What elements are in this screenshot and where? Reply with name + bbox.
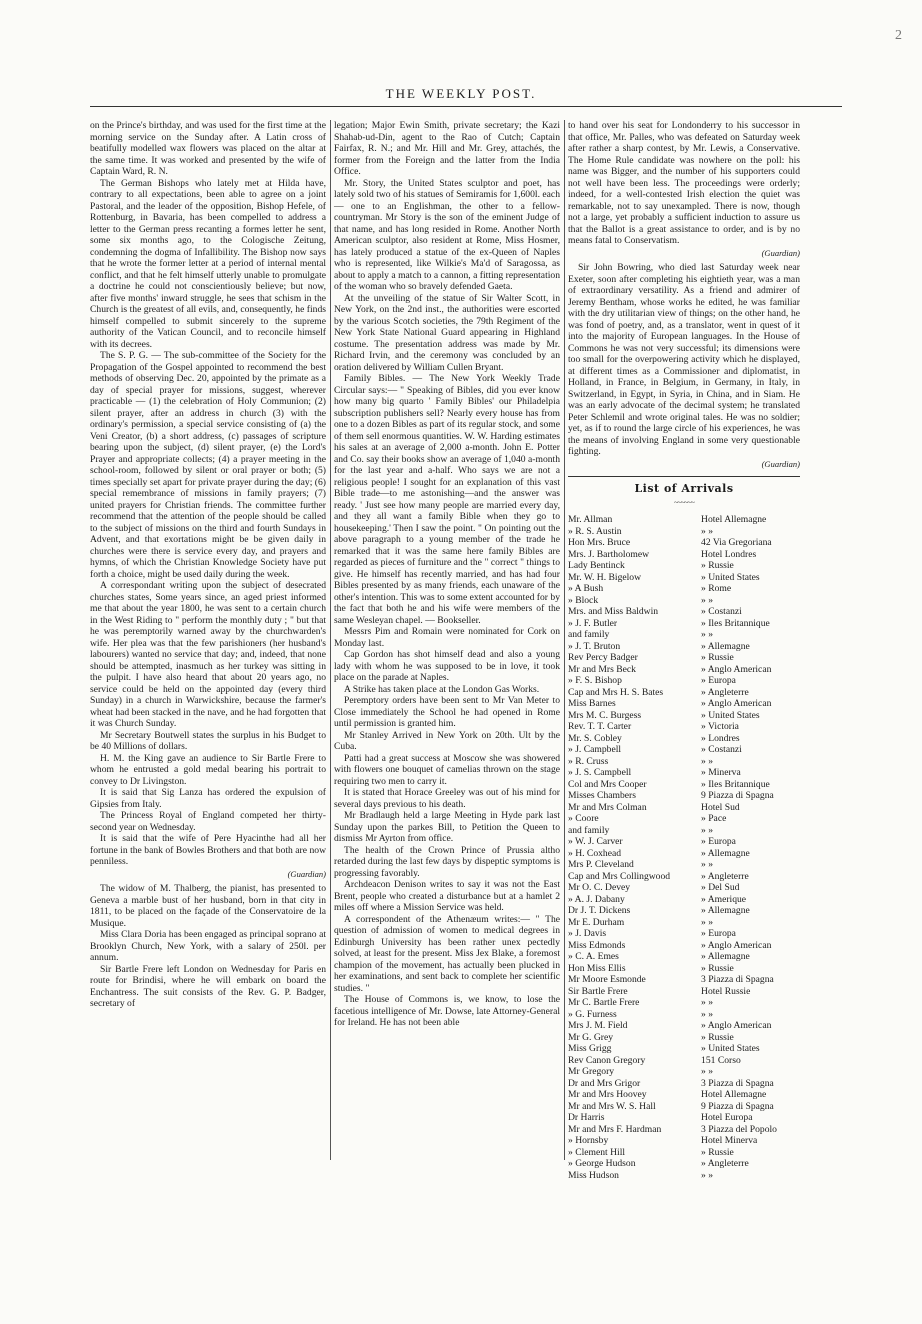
article-paragraph: It is said that Sig Lanza has ordered the expulsion of Gipsies from Italy. xyxy=(90,787,326,810)
page-number: 2 xyxy=(895,28,902,43)
article-paragraph: The House of Commons is, we know, to lose the facetious intelligence of Mr. Dowse, late Attorney-General for Ireland. He has not been able xyxy=(334,994,560,1028)
arrival-row xyxy=(568,1170,800,1182)
arrival-row xyxy=(568,744,800,756)
article-paragraph: Sir John Bowring, who died last Saturday week near Exeter, soon after completing his eightieth year, was a man of extraordinary versatility. As a friend and admirer of Jeremy Bentham, whose works he edited, he was familiar with the dry utilitarian view of things; on the other hand, he was fond of poetry, and, as a translator, went in quest of it into the majority of European languages. In the House of Commons he was not very successful; its dimensions were too small for the overpowering activity which he displayed, at different times as a Commissioner and diplomatist, in Holland, in France, in Belgium, in Germany, in Italy, in Switzerland, in Egypt, in Syria, in China, and in Siam. He was an early advocate of the decimal system; he translated Peter Schlemil and wrote original tales. He was no soldier; yet, as if to round the large circle of his experiences, he was the means of involving England in some very questionable fighting. xyxy=(568,262,800,457)
arrival-name: Mr. S. Cobley xyxy=(568,732,622,744)
arrival-hotel: » Russie xyxy=(701,1031,734,1043)
arrival-hotel: 9 Piazza di Spagna xyxy=(701,1100,774,1112)
arrival-name: Mr and Mrs Colman xyxy=(568,801,647,813)
arrival-row xyxy=(568,882,800,894)
arrival-row xyxy=(568,560,800,572)
arrival-name: » A. J. Dabany xyxy=(568,893,625,905)
arrival-row xyxy=(568,986,800,998)
article-paragraph: Mr Stanley Arrived in New York on 20th. Ult by the Cuba. xyxy=(334,729,560,752)
arrival-hotel: 3 Piazza di Spagna xyxy=(701,974,774,985)
article-paragraph: Patti had a great success at Moscow she was showered with flowers one bouquet of camelias thrown on the stage requiring two men to carry it. xyxy=(334,752,560,787)
arrival-hotel: » Russie xyxy=(701,1146,734,1158)
arrival-hotel: » Allemagne xyxy=(701,640,750,652)
arrival-name: Misses Chambers xyxy=(568,790,636,801)
arrival-hotel: » Pace xyxy=(701,813,727,824)
article-paragraph: The widow of M. Thalberg, the pianist, has presented to Geneva a marble bust of her husband, born in that city in 1811, to be placed on the façade of the Conservatoire de la Musique. xyxy=(90,883,326,929)
article-paragraph: Mr Secretary Boutwell states the surplus in his Budget to be 40 Millions of dollars. xyxy=(90,729,326,752)
arrival-row xyxy=(568,905,800,917)
arrival-name: » Clement Hill xyxy=(568,1146,626,1158)
article-paragraph: legation; Major Ewin Smith, private secretary; the Kazi Shahab-ud-Din, agent to the Rao of Cutch; Captain Fairfax, R. N.; and Mr. Hill and Mr. Grey, attachés, the former from the Foreign and the latter from the India Office. xyxy=(334,120,560,177)
arrival-hotel: » » xyxy=(701,824,714,836)
arrival-hotel: » Russie xyxy=(701,560,734,571)
article-paragraph: Mr. Story, the United States sculptor and poet, has lately sold two of his statues of Semiramis for 1,600l. each — one to an Englishman, the other to a fellow-countryman. Mr Story is the son of the eminent Judge of that name, and has long resided in Rome. Another North American sculptor, also resident at Rome, Miss Hosmer, has lately produced a statue of the ex-Queen of Naples who is represented, like Wilkie's Ma'd of Saragossa, as about to apply a match to a cannon, a fitting representation of the woman who so bravely defended Gaeta. xyxy=(334,177,560,292)
arrival-row xyxy=(568,1078,800,1090)
arrival-name: Mr and Mrs Beck xyxy=(568,663,636,675)
arrival-name: Rev. T. T. Carter xyxy=(568,721,632,732)
arrival-name: » W. J. Carver xyxy=(568,836,623,847)
arrival-name: Mrs P. Cleveland xyxy=(568,859,634,870)
article-paragraph: At the unveiling of the statue of Sir Walter Scott, in New York, on the 2nd inst., the authorities were escorted by the various Scotch societies, the 79th Regiment of the New York State National Guard appearing in Highland costume. The presentation address was made by Mr. Richard Irvin, and the ceremony was concluded by an oration delivered by William Cullen Bryant. xyxy=(334,292,560,373)
arrival-hotel: » Anglo American xyxy=(701,698,772,709)
arrival-row xyxy=(568,1032,800,1044)
arrival-name: Dr J. T. Dickens xyxy=(568,905,631,916)
article-paragraph: Miss Clara Doria has been engaged as principal soprano at Brooklyn Church, New York, with a salary of 250l. per annum. xyxy=(90,929,326,963)
arrival-name: » J. T. Bruton xyxy=(568,640,621,652)
arrival-row xyxy=(568,537,800,549)
arrival-name: Dr and Mrs Grigor xyxy=(568,1077,641,1089)
arrival-row xyxy=(568,733,800,745)
article-paragraph: Mr Bradlaugh held a large Meeting in Hyde park last Sunday upon the parkes Bill, to Petition the Queen to dismiss Mr Ayrton from office. xyxy=(334,810,560,844)
arrival-row xyxy=(568,629,800,641)
arrivals-ornament: ~~~~~~ xyxy=(674,497,694,507)
arrival-name: Mrs M. C. Burgess xyxy=(568,709,642,721)
arrival-row xyxy=(568,687,800,699)
arrival-name: » R. Cruss xyxy=(568,755,609,767)
arrival-name: Miss Edmonds xyxy=(568,939,626,951)
arrival-row xyxy=(568,675,800,687)
arrival-name: » Coore xyxy=(568,813,599,824)
arrival-hotel: Hotel Europa xyxy=(701,1112,753,1123)
arrival-hotel: » » xyxy=(701,755,714,767)
arrival-name: » George Hudson xyxy=(568,1158,636,1169)
arrival-row xyxy=(568,894,800,906)
arrival-hotel: » Angleterre xyxy=(701,870,749,882)
arrival-name: Lady Bentinck xyxy=(568,560,625,571)
arrival-row xyxy=(568,940,800,952)
arrival-name: » J. Campbell xyxy=(568,744,622,755)
arrival-hotel: » Iles Britannique xyxy=(701,778,770,790)
arrival-name: Cap and Mrs H. S. Bates xyxy=(568,686,664,698)
source-credit: (Guardian) xyxy=(761,458,800,469)
column-2 xyxy=(334,120,560,1029)
arrival-hotel: » Allemagne xyxy=(701,951,750,962)
arrival-name: Miss Barnes xyxy=(568,698,616,709)
arrival-name: » J. S. Campbell xyxy=(568,767,632,778)
arrival-hotel: » United States xyxy=(701,571,760,583)
source-credit: (Guardian) xyxy=(287,868,326,879)
arrival-row xyxy=(568,848,800,860)
arrival-hotel: » » xyxy=(701,1169,714,1181)
arrival-row xyxy=(568,871,800,883)
arrival-hotel: » Iles Britannique xyxy=(701,617,770,629)
arrival-hotel: » Del Sud xyxy=(701,882,740,893)
arrival-name: Mr C. Bartle Frere xyxy=(568,997,640,1008)
arrival-hotel: Hotel Russie xyxy=(701,985,751,997)
arrival-row xyxy=(568,1124,800,1136)
arrival-name: Cap and Mrs Collingwood xyxy=(568,870,671,882)
arrival-row xyxy=(568,790,800,802)
arrival-hotel: » Amerique xyxy=(701,893,747,905)
arrival-hotel: » Russie xyxy=(701,962,734,974)
arrival-name: Col and Mrs Cooper xyxy=(568,778,647,790)
article-paragraph: on the Prince's birthday, and was used for the first time at the morning service on the Sunday after. A Latin cross of beatifully modelled wax flowers was placed on the altar at the same time. It was worked and presented by the wife of Captain Ward, R. N. xyxy=(90,120,326,177)
arrival-name: and family xyxy=(568,629,610,640)
arrival-row xyxy=(568,1066,800,1078)
article-paragraph: Peremptory orders have been sent to Mr Van Meter to Close immediately the School he had opened in Rome until permission is granted him. xyxy=(334,695,560,729)
arrival-row xyxy=(568,572,800,584)
arrival-name: » J. Davis xyxy=(568,928,607,939)
arrival-name: Mrs. J. Bartholomew xyxy=(568,548,650,560)
arrival-row xyxy=(568,1089,800,1101)
arrival-hotel: » Allemagne xyxy=(701,905,750,916)
arrival-row xyxy=(568,514,800,526)
arrival-hotel: » Allemagne xyxy=(701,847,750,859)
arrival-row xyxy=(568,618,800,630)
arrival-row xyxy=(568,652,800,664)
arrival-name: Mr and Mrs Hoovey xyxy=(568,1089,647,1100)
arrival-row xyxy=(568,974,800,986)
article-paragraph: The S. P. G. — The sub-committee of the Society for the Propagation of the Gospel appointed to recommend the best methods of observing Dec. 20, appointed by the primate as a day of special prayer for missions, suggest, wherever practicable — (1) the celebration of Holy Communion; (2) silent prayer, after an address in church (3) with the ordinary's permission, a special service consisting of (a) the Veni Creator, (b) a short address, (c) passages of scripture bearing upon the subject, (d) silent prayer, (e) the Lord's Prayer and appropriate collects; (4) a prayer meeting in the school-room, followed by silent or oral prayer or both; (5) times specially set apart for private prayer during the day; (6) special remembrance of missions in family prayers; (7) united prayers for Christian friends. The committee further recommend that the attention of the people should be called to the subject of missions on the third and fourth Sundays in Advent, and that exortations might be be given daily in churches were there is service every day, and prayers and hymns, of which the Christian Knowledge Society have put forth a choice, might be used daily during the week. xyxy=(90,350,326,580)
arrival-name: » G. Furness xyxy=(568,1008,617,1020)
arrivals-rule xyxy=(568,476,800,477)
arrival-name: Hon Miss Ellis xyxy=(568,962,626,974)
article-paragraph: Sir Bartle Frere left London on Wednesday for Paris en route for Brindisi, where he will embark on board the Enchantress. The suit consists of the Rev. G. P. Badger, secretary of xyxy=(90,963,326,1009)
arrival-hotel: » » xyxy=(701,997,714,1008)
arrival-row xyxy=(568,664,800,676)
column-divider xyxy=(330,120,331,1160)
arrival-row xyxy=(568,928,800,940)
arrival-name: Mrs J. M. Field xyxy=(568,1020,628,1031)
article-paragraph: It is said that the wife of Pere Hyacinthe had all her fortune in the bank of Bowles Brothers and that both are now penniless. xyxy=(90,833,326,867)
arrival-hotel: » » xyxy=(701,1066,714,1077)
arrival-name: Mrs. and Miss Baldwin xyxy=(568,606,659,617)
arrival-name: Hon Mrs. Bruce xyxy=(568,537,631,548)
arrival-name: Mr. Allman xyxy=(568,514,613,525)
arrival-hotel: » Costanzi xyxy=(701,744,742,755)
arrival-row xyxy=(568,1147,800,1159)
article-paragraph: Cap Gordon has shot himself dead and also a young lady with whom he was supposed to be in love, it took place on the parade at Naples. xyxy=(334,649,560,683)
arrival-name: Miss Grigg xyxy=(568,1043,612,1054)
article-paragraph: H. M. the King gave an audience to Sir Bartle Frere to whom he entrusted a gold medal bearing his portrait to convey to Dr Livingston. xyxy=(90,752,326,787)
article-paragraph: A correspondant writing upon the subject of desecrated churches states, Some years since, an aged priest informed me that about the year 1800, he was sent to a certain church in the West Riding to " perform the monthly duty ; " but that he was peremptorily warned away by the churchwarden's wife. Her plea was that the few parishioners (her husband's labourers) wanted no service that day; and, indeed, that none should be attempted, inasmuch as her turkey was sitting in the pulpit. I have also heard that about 20 years ago, no service could be held on the appointed day (every third Sunday) in a church in Warwickshire, because the farmer's wheat had been stacked in the nave, and he had forgotten that it was Church Sunday. xyxy=(90,580,326,729)
arrival-hotel: » Europa xyxy=(701,675,736,686)
arrival-hotel: » United States xyxy=(701,1043,760,1054)
arrival-row xyxy=(568,963,800,975)
arrival-row xyxy=(568,836,800,848)
arrival-hotel: 3 Piazza del Popolo xyxy=(701,1123,777,1135)
arrival-name: Mr and Mrs W. S. Hall xyxy=(568,1100,656,1112)
arrival-row xyxy=(568,813,800,825)
arrival-name: » C. A. Emes xyxy=(568,951,619,962)
arrival-hotel: » Costanzi xyxy=(701,606,742,617)
arrival-name: Dr Harris xyxy=(568,1112,605,1123)
article-paragraph: Family Bibles. — The New York Weekly Trade Circular says:— " Speaking of Bibles, did you ever know how many big quarto ' Family Bibles' our Philadelpia subscription publishers sell? Nearly every house has from one to a dozen Bibles as part of its regular stock, and some of them sell enormous quantities. W. W. Harding estimates his sales at an average of 2,000 a-month. John E. Potter and Co. say their books show an average of 1,040 a-month for the last year and a-half. Who says we are not a religious people! I sought for an explanation of this vast Bible trade—to me astonishing—and the answer was ready. ' Just see how many people are married every day, and they all want a family Bible when they go to housekeeping.' Then I saw the point. " On pointing out the above paragraph to a young member of the trade he remarked that it was the same here family Bibles are regarded as pieces of furniture and the " correct " things to give. He himself has recently married, and has had four Bibles presented by as many friends, each unaware of the other's intention. This was to some extent accounted for by the fact that both he and his wife were members of the same Wesleyan chapel. — Bookseller. xyxy=(334,373,560,626)
arrival-row xyxy=(568,641,800,653)
arrival-name: Mr E. Durham xyxy=(568,916,625,928)
arrival-name: » Block xyxy=(568,594,599,606)
arrival-hotel: » » xyxy=(701,916,714,928)
arrival-row xyxy=(568,1043,800,1055)
arrival-hotel: » Russie xyxy=(701,652,734,663)
arrival-hotel: » Angleterre xyxy=(701,686,749,698)
arrival-name: » J. F. Butler xyxy=(568,617,618,629)
arrival-hotel: » Minerva xyxy=(701,767,741,778)
column-3 xyxy=(568,120,800,1181)
arrival-hotel: 151 Corso xyxy=(701,1054,741,1066)
arrival-name: Mr Moore Esmonde xyxy=(568,974,646,985)
arrival-hotel: Hotel Sud xyxy=(701,801,740,813)
arrival-name: Miss Hudson xyxy=(568,1169,619,1181)
arrival-row xyxy=(568,825,800,837)
arrival-name: and family xyxy=(568,824,610,836)
arrivals-table xyxy=(568,514,800,1181)
arrival-row xyxy=(568,1055,800,1067)
article-paragraph: Messrs Pim and Romain were nominated for Cork on Monday last. xyxy=(334,626,560,649)
arrival-hotel: Hotel Londres xyxy=(701,548,757,560)
arrival-name: » A Bush xyxy=(568,583,604,594)
arrival-hotel: » Anglo American xyxy=(701,939,772,951)
header-rule xyxy=(90,106,842,107)
column-divider xyxy=(564,120,565,1160)
arrival-name: Mr Gregory xyxy=(568,1066,615,1077)
arrival-row xyxy=(568,698,800,710)
arrival-name: » F. S. Bishop xyxy=(568,675,622,686)
arrival-row xyxy=(568,1009,800,1021)
arrival-hotel: 3 Piazza di Spagna xyxy=(701,1077,774,1089)
arrival-hotel: » » xyxy=(701,525,714,537)
arrival-row xyxy=(568,1101,800,1113)
article-paragraph: The health of the Crown Prince of Prussia altho retarded during the last few days by dispeptic symptoms is progressing favorably. xyxy=(334,844,560,879)
arrival-name: Rev Canon Gregory xyxy=(568,1054,646,1066)
arrival-hotel: » Londres xyxy=(701,732,740,744)
arrival-name: » Hornsby xyxy=(568,1135,609,1146)
arrivals-title: List of Arrivals xyxy=(634,482,734,495)
article-paragraph: A correspondent of the Athenæum writes:— " The question of admission of women to medical degrees in Edinburgh University has been rather unex pectedly solved, at least for the present. Miss Jex Blake, a foremost champion of the movement, has actually been plucked in her examinations, and sent back to complete her scientific studies. " xyxy=(334,913,560,994)
arrival-name: Rev Percy Badger xyxy=(568,652,638,663)
arrival-row xyxy=(568,917,800,929)
arrival-name: Mr O. C. Devey xyxy=(568,882,631,893)
arrival-row xyxy=(568,606,800,618)
article-paragraph: A Strike has taken place at the London Gas Works. xyxy=(344,683,540,695)
arrival-name: Mr. W. H. Bigelow xyxy=(568,571,642,583)
column-1 xyxy=(90,120,326,1010)
arrival-row xyxy=(568,767,800,779)
masthead: THE WEEKLY POST. xyxy=(385,86,537,101)
article-paragraph: The German Bishops who lately met at Hilda have, contrary to all expectations, been able to agree on a joint Pastoral, and the leader of the opposition, Bishop Hefele, of Rottenburg, in Bavaria, has been compelled to address a letter to the German press recanting a formes letter he sent, some six months ago, to the Cologische Zeitung, condemning the dogma of Infallibility. The Bishop now says that he wrote the former letter at a period of internal mental conflict, and that he felt himself utterly unable to promulgate a doctrine he could not conscientiously believe; but now, after five months' inward struggle, he sees that schism in the Church is the greatest of all evils, and, consequently, he finds himself compelled to submit sincerely to the supreme authority of the Vatican Council, and to reconcile himself with its decrees. xyxy=(90,177,326,350)
arrival-row xyxy=(568,595,800,607)
arrival-row xyxy=(568,721,800,733)
arrival-hotel: » Anglo American xyxy=(701,663,772,675)
arrival-row xyxy=(568,710,800,722)
article-paragraph: Archdeacon Denison writes to say it was not the East Brent, people who created a disturbance but at a hamlet 2 miles off where a Mission Service was held. xyxy=(334,879,560,913)
arrival-row xyxy=(568,779,800,791)
arrival-hotel: 9 Piazza di Spagna xyxy=(701,790,774,801)
arrival-row xyxy=(568,583,800,595)
arrival-hotel: » » xyxy=(701,1008,714,1020)
arrival-hotel: 42 Via Gregoriana xyxy=(701,537,772,548)
arrival-hotel: » Europa xyxy=(701,836,736,847)
arrival-hotel: » Europa xyxy=(701,928,736,939)
arrival-row xyxy=(568,526,800,538)
arrival-row xyxy=(568,1112,800,1124)
article-paragraph: The Princess Royal of England competed her thirty-second year on Wednesday. xyxy=(90,810,326,833)
arrival-hotel: Hotel Minerva xyxy=(701,1135,758,1146)
column-3-articles xyxy=(568,120,800,470)
arrival-hotel: » United States xyxy=(701,709,760,721)
arrival-hotel: » Angleterre xyxy=(701,1158,749,1169)
arrival-hotel: » » xyxy=(701,859,714,870)
arrival-row xyxy=(568,802,800,814)
arrival-name: Sir Bartle Frere xyxy=(568,985,628,997)
arrival-hotel: » Rome xyxy=(701,583,732,594)
arrival-hotel: » » xyxy=(701,629,714,640)
arrival-row xyxy=(568,859,800,871)
arrival-row xyxy=(568,549,800,561)
arrival-name: Mr G. Grey xyxy=(568,1031,614,1043)
arrival-hotel: » » xyxy=(701,594,714,606)
arrival-row xyxy=(568,1020,800,1032)
arrival-row xyxy=(568,1135,800,1147)
arrival-hotel: » Victoria xyxy=(701,721,739,732)
arrival-hotel: Hotel Allemagne xyxy=(701,514,767,525)
arrival-row xyxy=(568,997,800,1009)
source-credit: (Guardian) xyxy=(761,247,800,258)
arrival-name: » H. Coxhead xyxy=(568,847,622,859)
arrival-row xyxy=(568,951,800,963)
arrival-row xyxy=(568,756,800,768)
arrival-name: Mr and Mrs F. Hardman xyxy=(568,1123,662,1135)
article-paragraph: to hand over his seat for Londonderry to his successor in that office, Mr. Palles, who was defeated on Saturday week after rather a sharp contest, by Mr. Lewis, a Conservative. The Home Rule candidate was nowhere on the poll: his name was Bigger, and the number of his supporters could not well have been less. The proceedings were orderly; indeed, for a well-contested Irish election the quiet was remarkable, not to say unexampled. There is now, though not a large, yet probably a sufficient induction to assure us that the Ballot is a great assistance to order, and is by no means fatal to Conservatism. xyxy=(568,120,800,246)
arrival-hotel: » Anglo American xyxy=(701,1020,772,1031)
arrival-name: » R. S. Austin xyxy=(568,525,622,537)
article-paragraph: It is stated that Horace Greeley was out of his mind for several days previous to his death. xyxy=(334,787,560,810)
arrival-row xyxy=(568,1158,800,1170)
arrival-hotel: Hotel Allemagne xyxy=(701,1089,767,1100)
